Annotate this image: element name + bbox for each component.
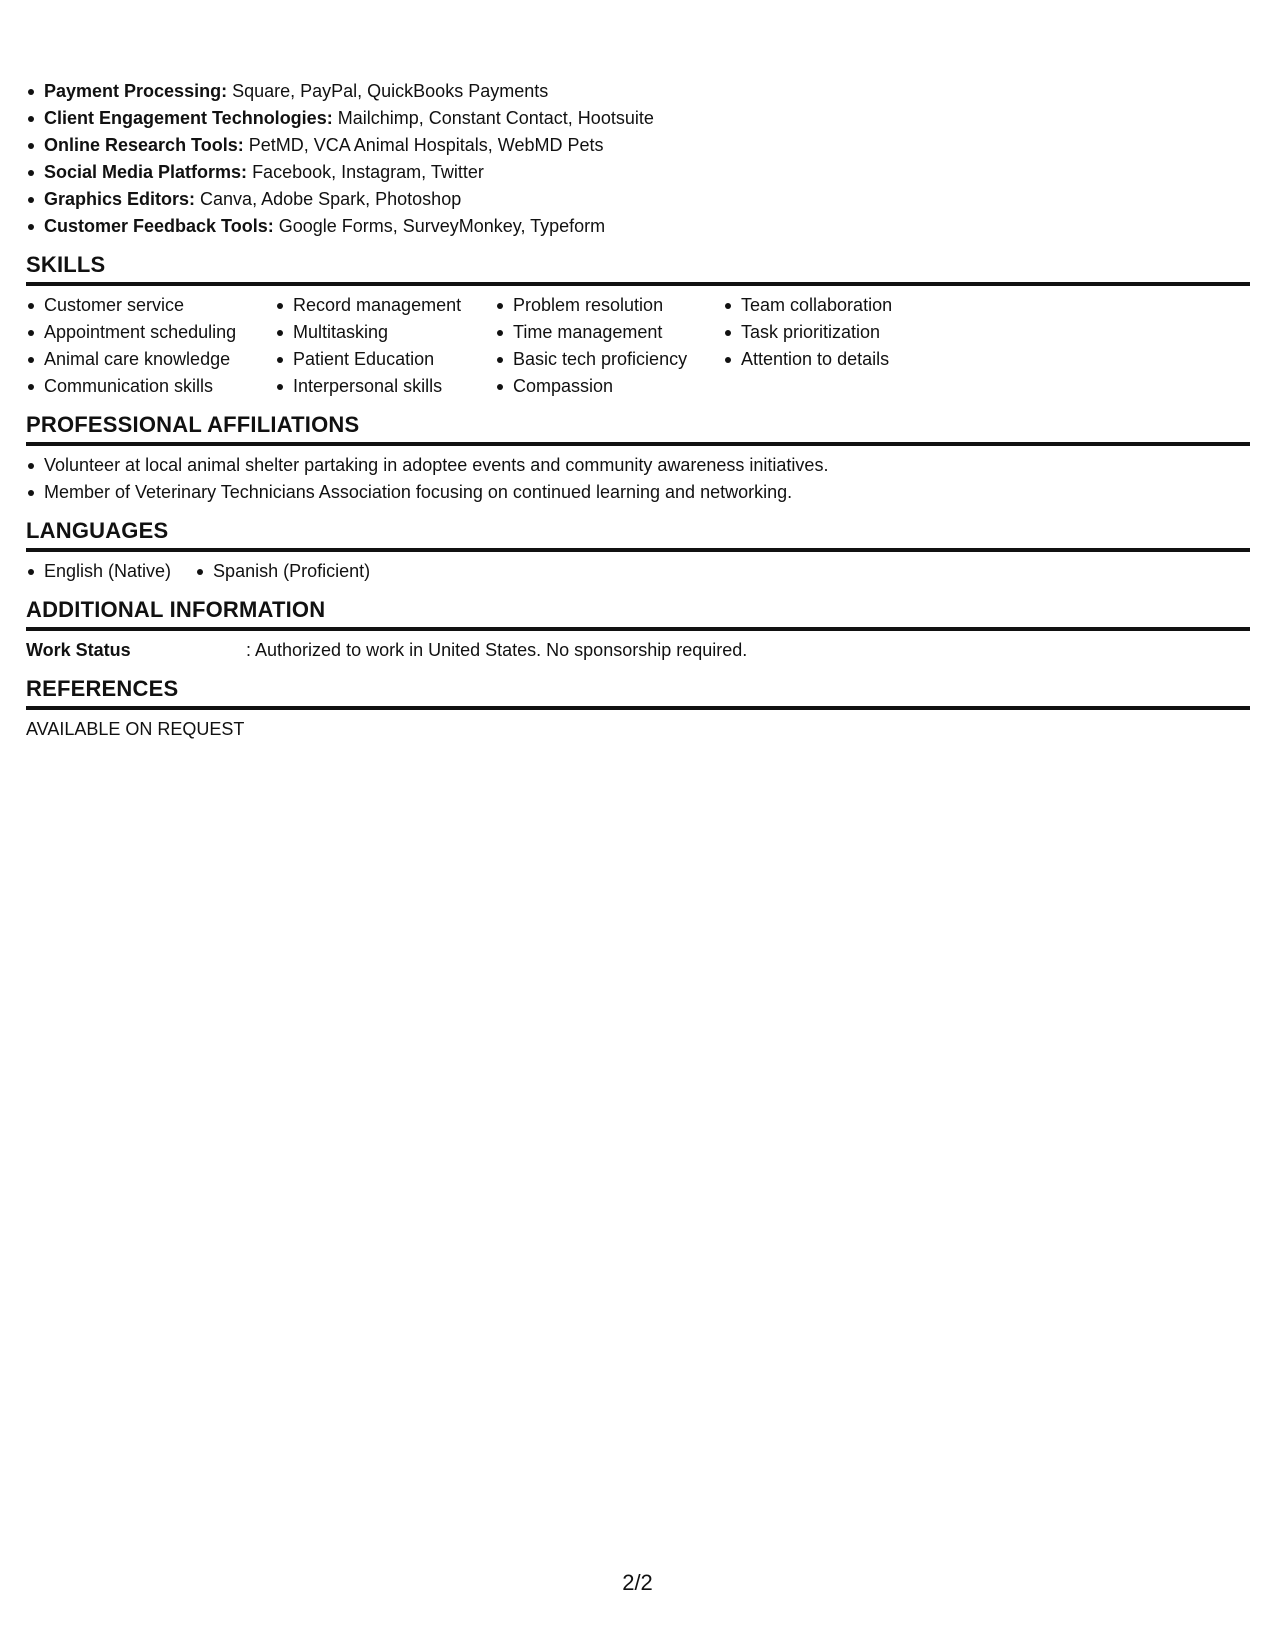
skills-section (26, 250, 1250, 400)
skill-item: Team collaboration (723, 292, 943, 319)
language-item: English (Native) (26, 558, 171, 585)
resume-page (26, 78, 1250, 743)
additional-section (26, 595, 1250, 664)
skill-item: Appointment scheduling (26, 319, 275, 346)
list-item: Member of Veterinary Technicians Association focusing on continued learning and networking. (26, 479, 1250, 506)
tool-value: Facebook, Instagram, Twitter (247, 162, 484, 182)
skills-grid (26, 286, 1250, 400)
section-title-additional: ADDITIONAL INFORMATION (26, 595, 1250, 631)
affiliations-body (26, 446, 1250, 506)
skills-column (26, 292, 275, 400)
tool-label: Graphics Editors: (44, 189, 196, 209)
tool-value: Canva, Adobe Spark, Photoshop (195, 189, 462, 209)
tool-value: Google Forms, SurveyMonkey, Typeform (273, 216, 606, 236)
tool-label: Client Engagement Technologies: (44, 108, 333, 128)
tool-label: Payment Processing: (44, 81, 228, 101)
work-status-value: : Authorized to work in United States. No sponsorship required. (246, 640, 748, 660)
skill-item: Compassion (495, 373, 723, 400)
tool-label: Social Media Platforms: (44, 162, 248, 182)
skill-item: Communication skills (26, 373, 275, 400)
section-title-affiliations: PROFESSIONAL AFFILIATIONS (26, 410, 1250, 446)
section-title-references: REFERENCES (26, 674, 1250, 710)
tool-value: Mailchimp, Constant Contact, Hootsuite (332, 108, 654, 128)
work-status-row (26, 637, 1250, 664)
tool-label: Online Research Tools: (44, 135, 244, 155)
skill-item: Customer service (26, 292, 275, 319)
affiliations-list (26, 452, 1250, 506)
skill-item: Patient Education (275, 346, 495, 373)
list-item (26, 213, 1250, 240)
skill-item: Animal care knowledge (26, 346, 275, 373)
skill-item: Task prioritization (723, 319, 943, 346)
skills-column (723, 292, 943, 400)
skills-column (275, 292, 495, 400)
languages-list (26, 558, 1250, 585)
languages-body (26, 552, 1250, 585)
language-item: Spanish (Proficient) (195, 558, 370, 585)
skill-item: Multitasking (275, 319, 495, 346)
tool-label: Customer Feedback Tools: (44, 216, 274, 236)
skill-item: Interpersonal skills (275, 373, 495, 400)
list-item (26, 105, 1250, 132)
additional-body (26, 631, 1250, 664)
skill-item: Record management (275, 292, 495, 319)
page-number: 2/2 (622, 1570, 653, 1595)
section-title-skills: SKILLS (26, 250, 1250, 286)
work-status-label: Work Status (26, 640, 131, 660)
skill-item: Basic tech proficiency (495, 346, 723, 373)
references-section (26, 674, 1250, 743)
list-item (26, 132, 1250, 159)
list-item (26, 159, 1250, 186)
tools-list (26, 78, 1250, 240)
tool-value: Square, PayPal, QuickBooks Payments (227, 81, 549, 101)
list-item (26, 78, 1250, 105)
section-title-languages: LANGUAGES (26, 516, 1250, 552)
tool-value: PetMD, VCA Animal Hospitals, WebMD Pets (243, 135, 604, 155)
references-body (26, 710, 1250, 743)
skills-column (495, 292, 723, 400)
skill-item: Attention to details (723, 346, 943, 373)
list-item: Volunteer at local animal shelter partaking in adoptee events and community awareness initiatives. (26, 452, 1250, 479)
references-text: AVAILABLE ON REQUEST (26, 719, 245, 739)
languages-section (26, 516, 1250, 585)
list-item (26, 186, 1250, 213)
skill-item: Time management (495, 319, 723, 346)
skill-item: Problem resolution (495, 292, 723, 319)
affiliations-section (26, 410, 1250, 506)
